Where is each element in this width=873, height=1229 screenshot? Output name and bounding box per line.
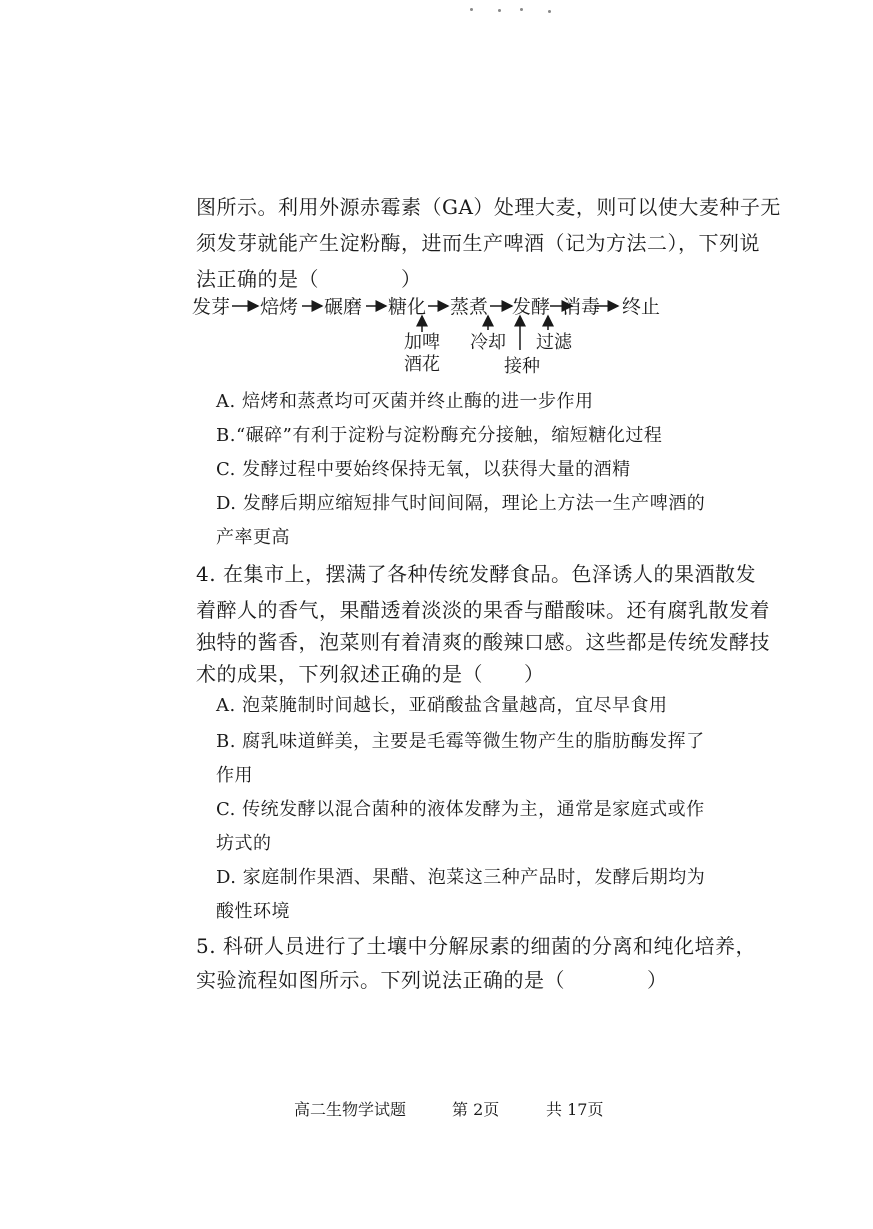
q4-option-b-cont: 作用 (216, 765, 253, 786)
q4-stem-3: 独特的酱香，泡菜则有着清爽的酸辣口感。这些都是传统发酵技 (196, 630, 770, 654)
flow-step-roast: 焙烤 (260, 296, 299, 318)
scan-speck (498, 9, 501, 12)
q4-option-c: C. 传统发酵以混合菌种的液体发酵为主，通常是家庭式或作 (216, 799, 705, 820)
q4-stem-2: 着醉人的香气，果醋透着淡淡的果香与醋酸味。还有腐乳散发着 (196, 598, 770, 622)
q4-option-a: A. 泡菜腌制时间越长，亚硝酸盐含量越高，宜尽早食用 (216, 695, 668, 716)
footer-total: 共 17页 (546, 1100, 604, 1119)
q5-stem-2: 实验流程如图所示。下列说法正确的是（ ） (196, 968, 668, 992)
scan-speck (548, 10, 551, 13)
q4-option-b: B. 腐乳味道鲜美，主要是毛霉等微生物产生的脂肪酶发挥了 (216, 731, 705, 752)
flow-step-germinate: 发芽 (192, 296, 231, 318)
brewing-flow-diagram (192, 290, 682, 380)
flow-step-mill: 碾磨 (324, 296, 363, 318)
footer-subject: 高二生物学试题 (294, 1100, 407, 1119)
intro-line-1: 图所示。利用外源赤霉素（GA）处理大麦，则可以使大麦种子无 (196, 195, 781, 219)
q5-stem-1: 5. 科研人员进行了土壤中分解尿素的细菌的分离和纯化培养， (196, 934, 756, 958)
intro-line-3: 法正确的是（ ） (196, 267, 422, 291)
flow-step-boil: 蒸煮 (450, 296, 489, 318)
q4-option-d: D. 家庭制作果酒、果醋、泡菜这三种产品时，发酵后期均为 (216, 867, 706, 888)
flow-step-saccharify: 糖化 (388, 296, 427, 318)
q4-option-c-cont: 坊式的 (216, 833, 272, 854)
q3-option-d: D. 发酵后期应缩短排气时间间隔，理论上方法一生产啤酒的 (216, 493, 706, 514)
intro-line-2: 须发芽就能产生淀粉酶，进而生产啤酒（记为方法二），下列说 (196, 231, 760, 255)
flow-step-sterilize: 消毒 (562, 296, 601, 318)
flow-step-terminate: 终止 (622, 296, 661, 318)
q4-stem-4: 术的成果，下列叙述正确的是（ ） (196, 662, 545, 686)
q3-option-d-cont: 产率更高 (216, 527, 290, 548)
flow-input-hops-2: 酒花 (404, 354, 440, 375)
q3-option-c: C. 发酵过程中要始终保持无氧，以获得大量的酒精 (216, 459, 631, 480)
footer-page: 第 2页 (452, 1100, 500, 1119)
flow-input-cool: 冷却 (470, 332, 506, 353)
scan-speck (470, 8, 473, 11)
flow-input-inoculate: 接种 (504, 356, 540, 377)
scan-speck (520, 8, 523, 11)
flow-input-filter: 过滤 (536, 332, 572, 353)
q3-option-b: B.“碾碎”有利于淀粉与淀粉酶充分接触，缩短糖化过程 (216, 425, 663, 446)
flow-step-ferment: 发酵 (512, 296, 551, 318)
q4-option-d-cont: 酸性环境 (216, 901, 290, 922)
q4-stem-1: 4. 在集市上，摆满了各种传统发酵食品。色泽诱人的果酒散发 (196, 562, 756, 586)
flow-input-hops-1: 加啤 (404, 332, 440, 353)
q3-option-a: A. 焙烤和蒸煮均可灭菌并终止酶的进一步作用 (216, 391, 594, 412)
